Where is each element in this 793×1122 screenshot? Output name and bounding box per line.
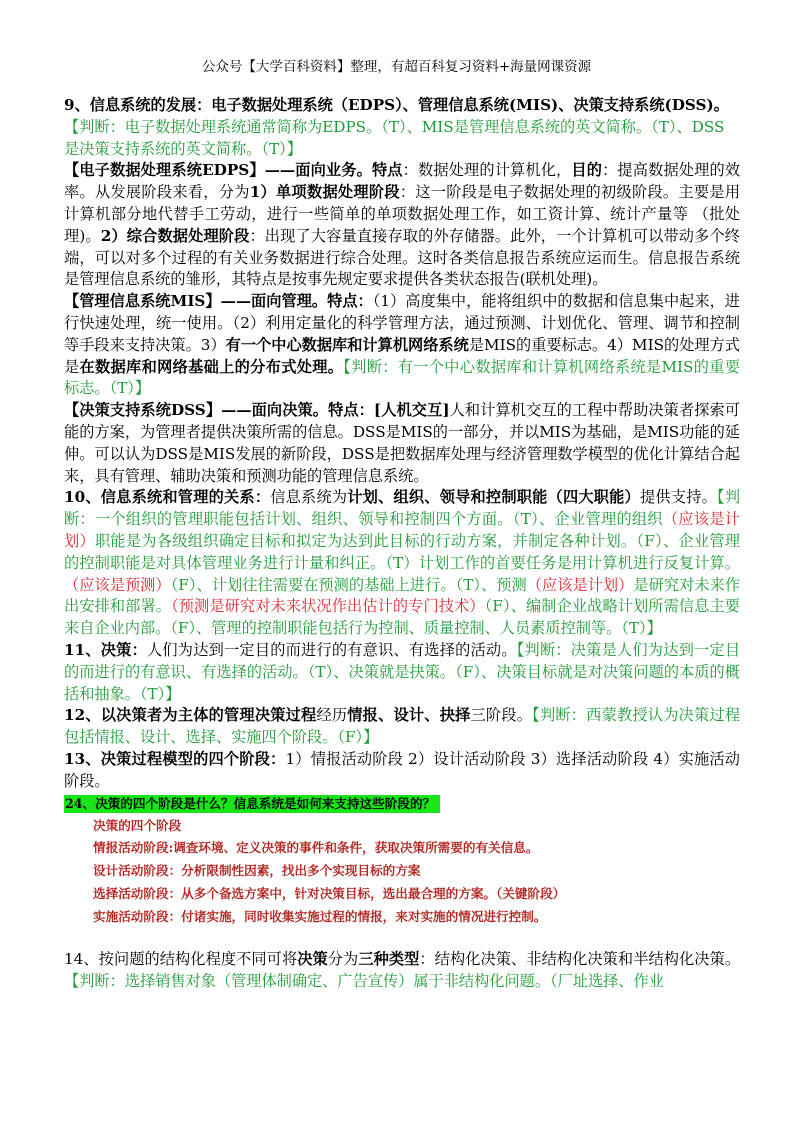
- highlighted-question: 24、决策的四个阶段是什么？信息系统是如何来支持这些阶段的？: [64, 795, 440, 813]
- page-header: 公众号【大学百科资料】整理，有超百科复习资料+海量网课资源: [201, 59, 592, 75]
- dss-paragraph: 【决策支持系统DSS】——面向决策。特点：[人机交互]人和计算机交互的工程中帮助决策者探索可能的方案，为管理者提供决策所需的信息。DSS是MIS的一部分，并以MIS为基础，是MIS功能的延伸。可以认为DSS是MIS发展的新阶段，DSS是把数据库处理与经济管理数学模型的优化计算结合起来，具有管理、辅助决策和预测功能的管理信息系统。: [64, 401, 740, 485]
- section-13: 13、决策过程模型的四个阶段：1）情报活动阶段 2）设计活动阶段 3）选择活动阶段 4）实施活动阶段。: [64, 749, 740, 790]
- section-9-judge: 【判断：电子数据处理系统通常简称为EDPS。（T）、MIS是管理信息系统的英文简称。（T）、DSS 是决策支持系统的英文简称。（T）】: [64, 117, 725, 158]
- document-body: [64, 95, 740, 993]
- section-11: 11、决策：人们为达到一定目的而进行的有意识、有选择的活动。【判断：决策是人们为达到一定目的而进行的有意识、有选择的活动。（T）、决策就是抉策。（F）、决策目标就是对决策问题的本质的概括和抽象。（T）】: [64, 640, 741, 703]
- stage-design: 设计活动阶段：分析限制性因素，找出多个实现目标的方案: [93, 863, 421, 879]
- edps-paragraph: 【电子数据处理系统EDPS】——面向业务。特点：数据处理的计算机化，目的：提高数据处理的效率。从发展阶段来看，分为1）单项数据处理阶段：这一阶段是电子数据处理的初级阶段。主要是用计算机部分地代替手工劳动，进行一些简单的单项数据处理工作，如工资计算、统计产量等 （批处理)。2）综合数据处理阶段：出现了大容量直接存取的外存储器。此外，一个计算机可以带动多个终端，可以对多个过程的有关业务数据进行综合处理。这时各类信息报告系统应运而生。信息报告系统是管理信息系统的雏形，其特点是按事先规定要求提供各类状态报告(联机处理)。: [64, 161, 741, 289]
- section-14: 14、按问题的结构化程度不同可将决策分为三种类型：结构化决策、非结构化决策和半结构化决策。【判断：选择销售对象（管理体制确定、广告宣传）属于非结构化问题。（厂址选择、作业: [64, 950, 741, 991]
- section-9-title: 9、信息系统的发展：电子数据处理系统（EDPS）、管理信息系统(MIS)、决策支持系统(DSS)。: [64, 96, 729, 114]
- section-12: 12、以决策者为主体的管理决策过程经历情报、设计、抉择三阶段。【判断：西蒙教授认为决策过程包括情报、设计、选择、实施四个阶段。（F）】: [64, 706, 741, 747]
- stage-implementation: 实施活动阶段：付诸实施，同时收集实施过程的情报，来对实施的情况进行控制。: [93, 908, 547, 924]
- question-24-highlight: [64, 793, 740, 815]
- section-10: 10、信息系统和管理的关系：信息系统为计划、组织、领导和控制职能（四大职能）提供支持。【判断：一个组织的管理职能包括计划、组织、领导和控制四个方面。（T）、企业管理的组织（应该是计划）职能是为各级组织确定目标和拟定为达到此目标的行动方案，并制定各种计划。（F）、企业管理的控制职能是对具体管理业务进行计量和纠正。（T）计划工作的首要任务是用计算机进行反复计算。（应该是预测）（F）、计划往往需要在预测的基础上进行。（T）、预测（应该是计划）是研究对未来作出安排和部署。（预测是研究对未来状况作出估计的专门技术）（F）、编制企业战略计划所需信息主要来自企业内部。（F）、管理的控制职能包括行为控制、质量控制、人员素质控制等。（T）】: [64, 488, 741, 638]
- stage-heading: 决策的四个阶段: [93, 817, 182, 833]
- spacer: [64, 928, 740, 949]
- stage-choice: 选择活动阶段：从多个备选方案中，针对决策目标，选出最合理的方案。（关键阶段）: [93, 885, 566, 901]
- mis-paragraph: 【管理信息系统MIS】——面向管理。特点：（1）高度集中，能将组织中的数据和信息集中起来，进行快速处理，统一使用。（2）利用定量化的科学管理方法，通过预测、计划优化、管理、调节和控制等手段来支持决策。3）有一个中心数据库和计算机网络系统是MIS的重要标志。4）MIS的处理方式是在数据库和网络基础上的分布式处理。【判断：有一个中心数据库和计算机网络系统是MIS的重要标志。（T）】: [64, 292, 741, 398]
- stage-intelligence: 情报活动阶段:调查环境、定义决策的事件和条件，获取决策所需要的有关信息。: [93, 840, 539, 856]
